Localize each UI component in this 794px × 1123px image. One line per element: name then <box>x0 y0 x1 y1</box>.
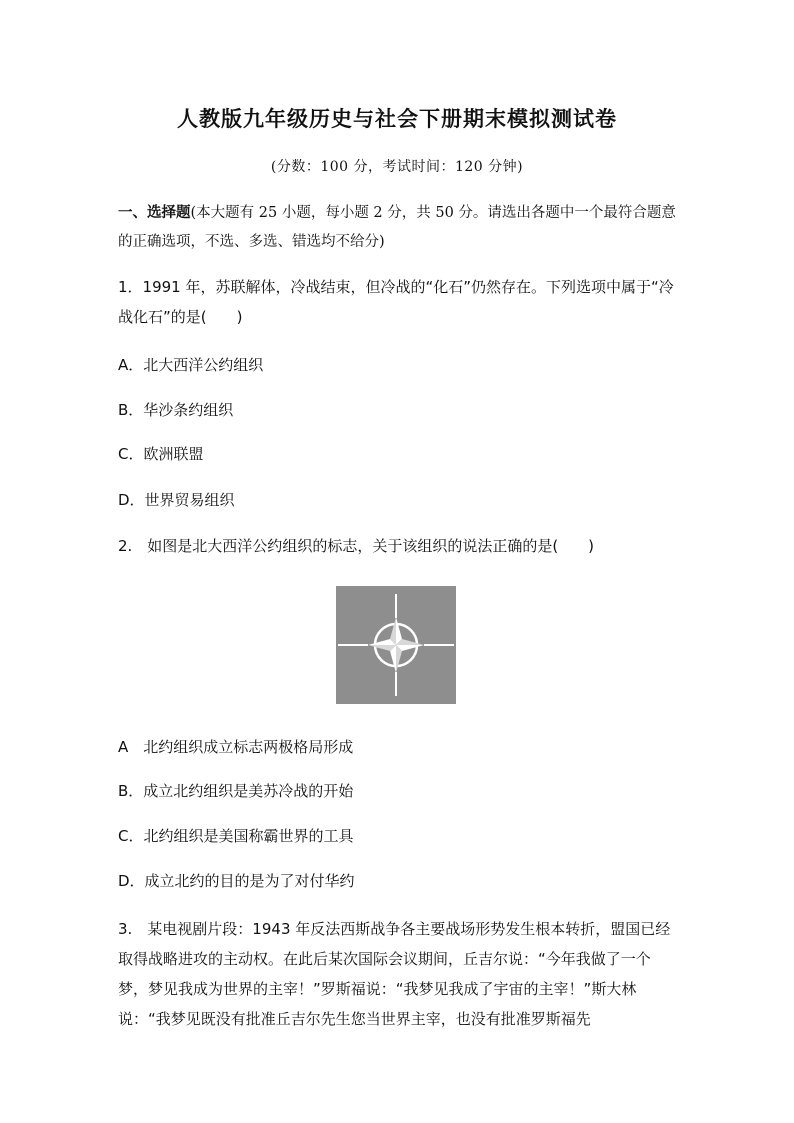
question-3-stem: 3. 某电视剧片段：1943 年反法西斯战争各主要战场形势发生根本转折，盟国已经取得战略进攻的主动权。在此后某次国际会议期间，丘吉尔说：“今年我做了一个梦，梦见我成为世界的主宰！”罗斯福说：“我梦见我成了宇宙的主宰！”斯大林说：“我梦见既没有批准丘吉尔先生您当世界主宰，也没有批准罗斯福先 <box>118 920 671 1028</box>
section-title: 一、选择题 <box>118 205 191 221</box>
question-1-option-a: A．北大西洋公约组织 <box>118 356 264 374</box>
nato-compass-icon <box>336 586 456 704</box>
nato-emblem-image <box>336 586 456 704</box>
question-2-option-c: C．北约组织是美国称霸世界的工具 <box>118 827 354 845</box>
question-2-option-b: B．成立北约组织是美苏冷战的开始 <box>118 782 354 800</box>
section-heading <box>118 199 678 257</box>
page-title: 人教版九年级历史与社会下册期末模拟测试卷 <box>177 107 617 131</box>
section-instructions: (本大题有 25 小题，每小题 2 分，共 50 分。请选出各题中一个最符合题意的正确选项，不选、多选、错选均不给分) <box>118 205 676 250</box>
exam-info: (分数：100 分，考试时间：120 分钟) <box>270 159 524 175</box>
question-1-stem: 1．1991 年，苏联解体，冷战结束，但冷战的“化石”仍然存在。下列选项中属于“冷战化石”的是( ) <box>118 278 674 326</box>
question-1-option-c: C．欧洲联盟 <box>118 445 204 463</box>
question-1-option-d: D．世界贸易组织 <box>118 491 235 509</box>
question-2-stem: 2. 如图是北大西洋公约组织的标志，关于该组织的说法正确的是( ) <box>118 537 595 555</box>
question-1-option-b: B．华沙条约组织 <box>118 401 234 419</box>
question-2-option-d: D．成立北约的目的是为了对付华约 <box>118 872 355 890</box>
question-2-option-a: A 北约组织成立标志两极格局形成 <box>118 738 354 756</box>
